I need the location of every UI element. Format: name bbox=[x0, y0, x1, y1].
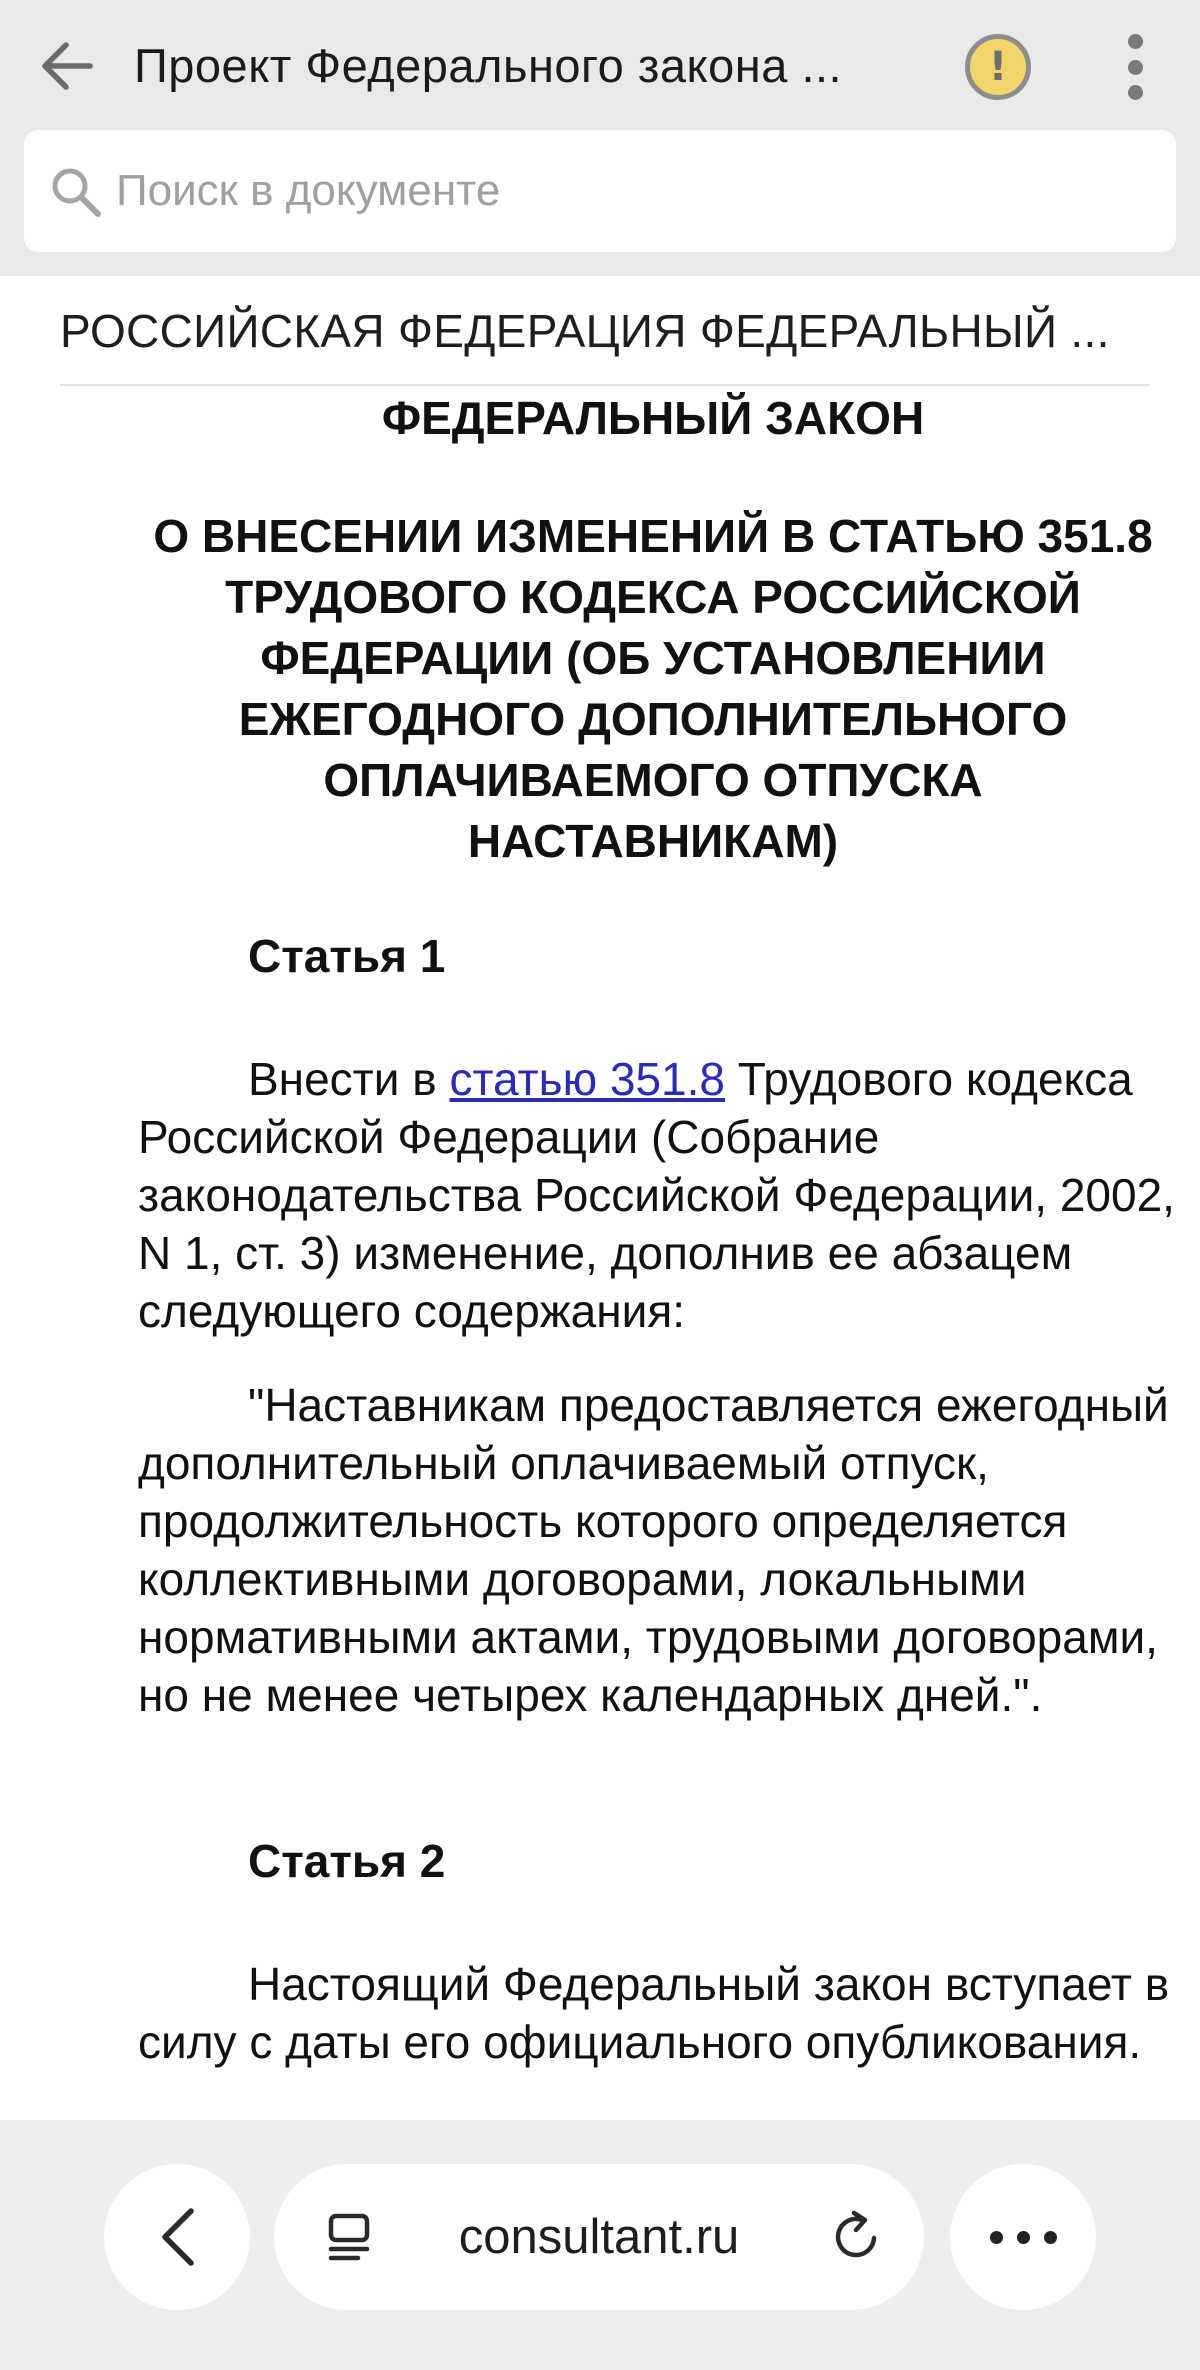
article-link[interactable]: статью 351.8 bbox=[449, 1053, 725, 1105]
article-2-paragraph-1: Настоящий Федеральный закон вступает в силу с даты его официального опубликования. bbox=[138, 1958, 1170, 2068]
address-bar[interactable] bbox=[274, 2164, 924, 2310]
url-text[interactable]: consultant.ru bbox=[458, 2210, 740, 2264]
overflow-menu-button[interactable] bbox=[1100, 30, 1170, 104]
reload-icon[interactable] bbox=[830, 2210, 884, 2264]
document-title: Проект Федерального закона ... bbox=[134, 39, 843, 92]
chevron-left-icon bbox=[155, 2205, 199, 2269]
law-type-heading: ФЕДЕРАЛЬНЫЙ ЗАКОН bbox=[381, 392, 925, 444]
article-1-paragraph-2: "Наставникам предоставляется ежегодный дополнительный оплачиваемый отпуск, продолжительность которого определяется коллективными договорами, локальными нормативными актами, трудовыми договорами, но не менее четырех календарных дней.". bbox=[138, 1379, 1169, 1721]
search-icon bbox=[48, 164, 106, 222]
browser-toolbar bbox=[0, 2120, 1200, 2370]
more-options-button[interactable] bbox=[950, 2164, 1096, 2310]
article-2-heading: Статья 2 bbox=[248, 1835, 446, 1887]
top-app-bar bbox=[0, 0, 1200, 276]
arrow-left-icon bbox=[40, 41, 94, 91]
browser-back-button[interactable] bbox=[104, 2164, 250, 2310]
more-horizontal-icon bbox=[990, 2231, 1003, 2244]
reader-mode-icon[interactable] bbox=[324, 2210, 378, 2264]
document-body bbox=[0, 386, 1200, 2120]
section-header[interactable]: РОССИЙСКАЯ ФЕДЕРАЦИЯ ФЕДЕРАЛЬНЫЙ ... bbox=[60, 290, 1150, 386]
search-box[interactable] bbox=[24, 130, 1176, 252]
law-title: О ВНЕСЕНИИ ИЗМЕНЕНИЙ В СТАТЬЮ 351.8 ТРУДОВОГО КОДЕКСА РОССИЙСКОЙ ФЕДЕРАЦИИ (ОБ УСТАНОВЛЕНИИ ЕЖЕГОДНОГО ДОПОЛНИТЕЛЬНОГО ОПЛАЧИВАЕМОГО ОТПУСКА НАСТАВНИКАМ) bbox=[153, 510, 1153, 867]
search-input[interactable] bbox=[116, 130, 1156, 252]
exclamation-icon: ! bbox=[988, 44, 1008, 90]
article-1-paragraph-1: Внести в статью 351.8 Трудового кодекса Российской Федерации (Собрание законодательства Российской Федерации, 2002, N 1, ст. 3) изменение, дополнив ее абзацем следующего содержания: bbox=[138, 1053, 1175, 1337]
warning-button[interactable] bbox=[965, 34, 1031, 100]
more-vertical-icon bbox=[1128, 34, 1143, 49]
article-1-heading: Статья 1 bbox=[248, 930, 446, 982]
back-button[interactable] bbox=[34, 30, 100, 102]
